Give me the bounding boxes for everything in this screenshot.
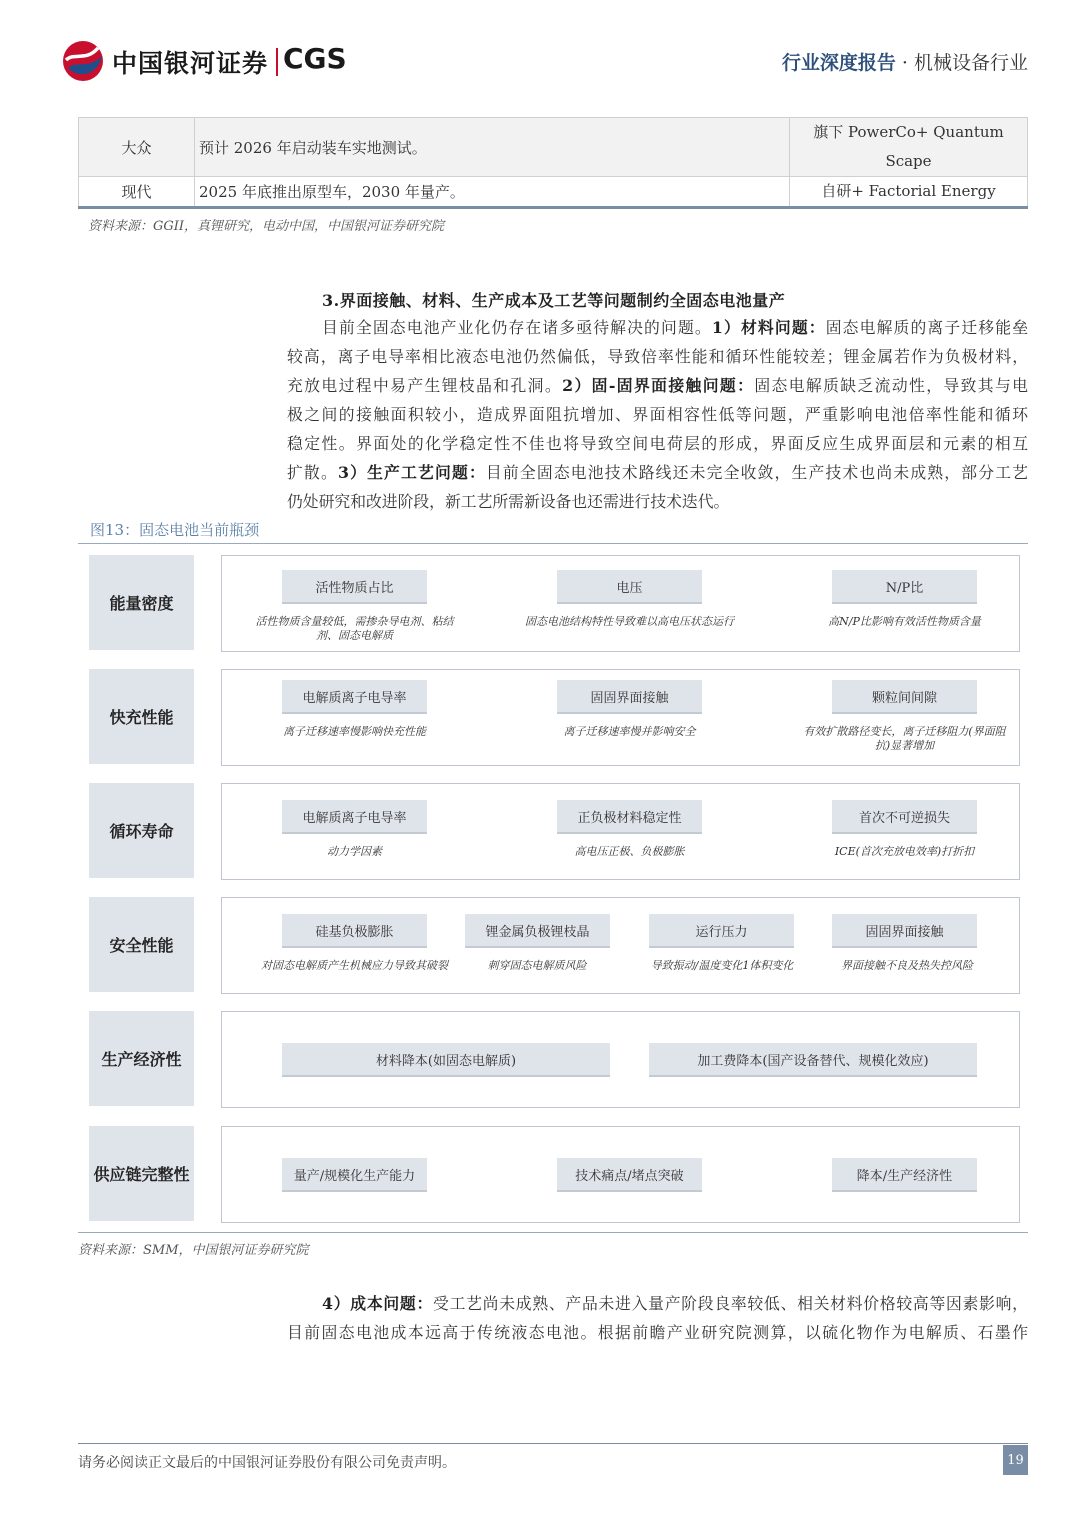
bold-run: 1）材料问题： bbox=[711, 318, 826, 337]
bottleneck-panel bbox=[221, 897, 1020, 994]
industry-label: 机械设备行业 bbox=[913, 52, 1028, 74]
category-energy-density: 能量密度 bbox=[89, 555, 194, 650]
bottleneck-note: 高电压正极、负极膨胀 bbox=[574, 845, 685, 858]
bottleneck-chip: 降本/生产经济性 bbox=[832, 1158, 977, 1192]
bottleneck-note: 界面接触不良及热失控风险 bbox=[841, 959, 973, 972]
bottleneck-chip: 首次不可逆损失 bbox=[832, 800, 977, 834]
category-cycle-life: 循环寿命 bbox=[89, 783, 194, 878]
text-run: 稳定性。界面处的化学稳定性不佳也将导致空间电荷层的形成，界面反应生成界面层和元素的相互 bbox=[287, 434, 1028, 453]
bold-run: 2）固-固界面接触问题： bbox=[562, 376, 755, 395]
paragraph-line bbox=[287, 458, 1028, 487]
text-run: 扩散。 bbox=[287, 463, 338, 482]
bottleneck-chip: 颗粒间间隙 bbox=[832, 680, 977, 714]
body-paragraph bbox=[287, 313, 1028, 516]
section-title: 3.界面接触、材料、生产成本及工艺等问题制约全固态电池量产 bbox=[322, 291, 786, 310]
table-source: 资料来源：GGII，真锂研究，电动中国，中国银河证券研究院 bbox=[88, 219, 445, 234]
paragraph-line bbox=[287, 313, 1028, 342]
bottleneck-note: 对固态电解质产生机械应力导致其破裂 bbox=[261, 959, 448, 972]
bottleneck-note: 离子迁移速率慢并影响安全 bbox=[563, 725, 696, 738]
bottleneck-note: 导致振动/温度变化1体积变化 bbox=[650, 959, 794, 972]
bottleneck-chip: N/P比 bbox=[832, 570, 977, 604]
brand-separator bbox=[276, 48, 278, 76]
bottleneck-chip: 技术痛点/堵点突破 bbox=[557, 1158, 702, 1192]
bottleneck-note: 有效扩散路径变长，离子迁移阻力(界面阻抗)显著增加 bbox=[803, 725, 1006, 752]
text-run: 受工艺尚未成熟、产品未进入量产阶段良率较低、相关材料价格较高等因素影响， bbox=[433, 1294, 1028, 1313]
bottleneck-chip: 电解质离子电导率 bbox=[282, 680, 427, 714]
bottleneck-note: 高N/P比影响有效活性物质含量 bbox=[828, 615, 981, 628]
bottleneck-chip: 材料降本(如固态电解质) bbox=[282, 1043, 610, 1077]
report-type-separator: · bbox=[895, 52, 914, 74]
bottleneck-chip: 正负极材料稳定性 bbox=[557, 800, 702, 834]
bottleneck-chip: 锂金属负极锂枝晶 bbox=[465, 914, 610, 948]
table-row bbox=[79, 177, 1028, 208]
paragraph-line bbox=[287, 487, 1028, 516]
brand-name-cn: 中国银河证券 bbox=[112, 49, 269, 78]
figure-top-rule bbox=[78, 543, 1028, 544]
partner-cell: 旗下 PowerCo+ Quantum Scape bbox=[790, 118, 1028, 177]
text-run: 目前固态电池成本远高于传统液态电池。根据前瞻产业研究院测算，以硫化物作为电解质、石墨作 bbox=[287, 1323, 1028, 1342]
bottleneck-chip: 固固界面接触 bbox=[832, 914, 977, 948]
plan-cell: 2025 年底推出原型车，2030 年量产。 bbox=[195, 177, 790, 208]
bottleneck-note: 固态电池结构特性导致难以高电压状态运行 bbox=[525, 615, 734, 628]
bottleneck-chip: 运行压力 bbox=[649, 914, 794, 948]
company-logo bbox=[62, 40, 352, 82]
text-run: 固态电解质的离子迁移能垒 bbox=[825, 318, 1028, 337]
bottleneck-chip: 量产/规模化生产能力 bbox=[282, 1158, 427, 1192]
paragraph-line bbox=[287, 400, 1028, 429]
report-type-label: 行业深度报告 bbox=[781, 52, 896, 74]
figure-bottom-rule bbox=[78, 1232, 1028, 1233]
paragraph-line bbox=[287, 1318, 1028, 1347]
paragraph-line bbox=[287, 429, 1028, 458]
category-production-economics: 生产经济性 bbox=[89, 1011, 194, 1106]
bold-run: 4）成本问题： bbox=[322, 1294, 434, 1313]
bottleneck-chip: 加工费降本(国产设备替代、规模化效应) bbox=[649, 1043, 977, 1077]
logo-mark-icon bbox=[62, 40, 104, 82]
category-safety: 安全性能 bbox=[89, 897, 194, 992]
company-cell: 大众 bbox=[79, 118, 195, 177]
text-run: 目前全固态电池技术路线还未完全收敛，生产技术也尚未成熟，部分工艺 bbox=[485, 463, 1028, 482]
bottleneck-note: 活性物质含量较低，需掺杂导电剂、粘结剂、固态电解质 bbox=[255, 615, 454, 642]
company-cell: 现代 bbox=[79, 177, 195, 208]
footer-rule bbox=[78, 1443, 1028, 1444]
figure-source: 资料来源：SMM，中国银河证券研究院 bbox=[78, 1243, 309, 1258]
text-run: 目前全固态电池产业化仍存在诸多亟待解决的问题。 bbox=[322, 318, 712, 337]
bold-run: 3）生产工艺问题： bbox=[337, 463, 486, 482]
bottleneck-chip: 固固界面接触 bbox=[557, 680, 702, 714]
bottleneck-chip: 活性物质占比 bbox=[282, 570, 427, 604]
report-type bbox=[782, 48, 1028, 75]
category-fast-charging: 快充性能 bbox=[89, 669, 194, 764]
bottleneck-chip: 硅基负极膨胀 bbox=[282, 914, 427, 948]
bottleneck-panel bbox=[221, 555, 1020, 652]
bottleneck-note: 动力学因素 bbox=[327, 845, 382, 858]
paragraph-line bbox=[287, 371, 1028, 400]
page-number: 19 bbox=[1003, 1445, 1028, 1475]
text-run: 固态电解质缺乏流动性，导致其与电 bbox=[754, 376, 1028, 395]
bottleneck-panel bbox=[221, 1126, 1020, 1223]
text-run: 极之间的接触面积较小，造成界面阻抗增加、界面相容性低等问题，严重影响电池倍率性能和循环 bbox=[287, 405, 1028, 424]
paragraph-line bbox=[287, 1289, 1028, 1318]
brand-name-en: CGS bbox=[283, 42, 347, 75]
bottleneck-chip: 电压 bbox=[557, 570, 702, 604]
company-plan-table bbox=[78, 117, 1028, 209]
category-supply-chain: 供应链完整性 bbox=[89, 1126, 194, 1221]
paragraph-line bbox=[287, 342, 1028, 371]
figure-title: 图13：固态电池当前瓶颈 bbox=[90, 521, 260, 539]
plan-cell: 预计 2026 年启动装车实地测试。 bbox=[195, 118, 790, 177]
bottleneck-panel bbox=[221, 783, 1020, 880]
bottleneck-panel bbox=[221, 1011, 1020, 1108]
text-run: 仍处研究和改进阶段，新工艺所需新设备也还需进行技术迭代。 bbox=[287, 492, 730, 511]
bottleneck-panel bbox=[221, 669, 1020, 766]
body-paragraph bbox=[287, 1289, 1028, 1347]
bottleneck-note: ICE(首次充放电效率)打折扣 bbox=[834, 845, 975, 858]
bottleneck-note: 刺穿固态电解质风险 bbox=[487, 959, 587, 972]
bottleneck-note: 离子迁移速率慢影响快充性能 bbox=[283, 725, 426, 738]
table-row bbox=[79, 118, 1028, 177]
text-run: 充放电过程中易产生锂枝晶和孔洞。 bbox=[287, 376, 563, 395]
footer-disclaimer: 请务必阅读正文最后的中国银河证券股份有限公司免责声明。 bbox=[78, 1455, 456, 1471]
text-run: 较高，离子电导率相比液态电池仍然偏低，导致倍率性能和循环性能较差；锂金属若作为负极材料， bbox=[287, 347, 1028, 366]
bottleneck-chip: 电解质离子电导率 bbox=[282, 800, 427, 834]
partner-cell: 自研+ Factorial Energy bbox=[790, 177, 1028, 208]
